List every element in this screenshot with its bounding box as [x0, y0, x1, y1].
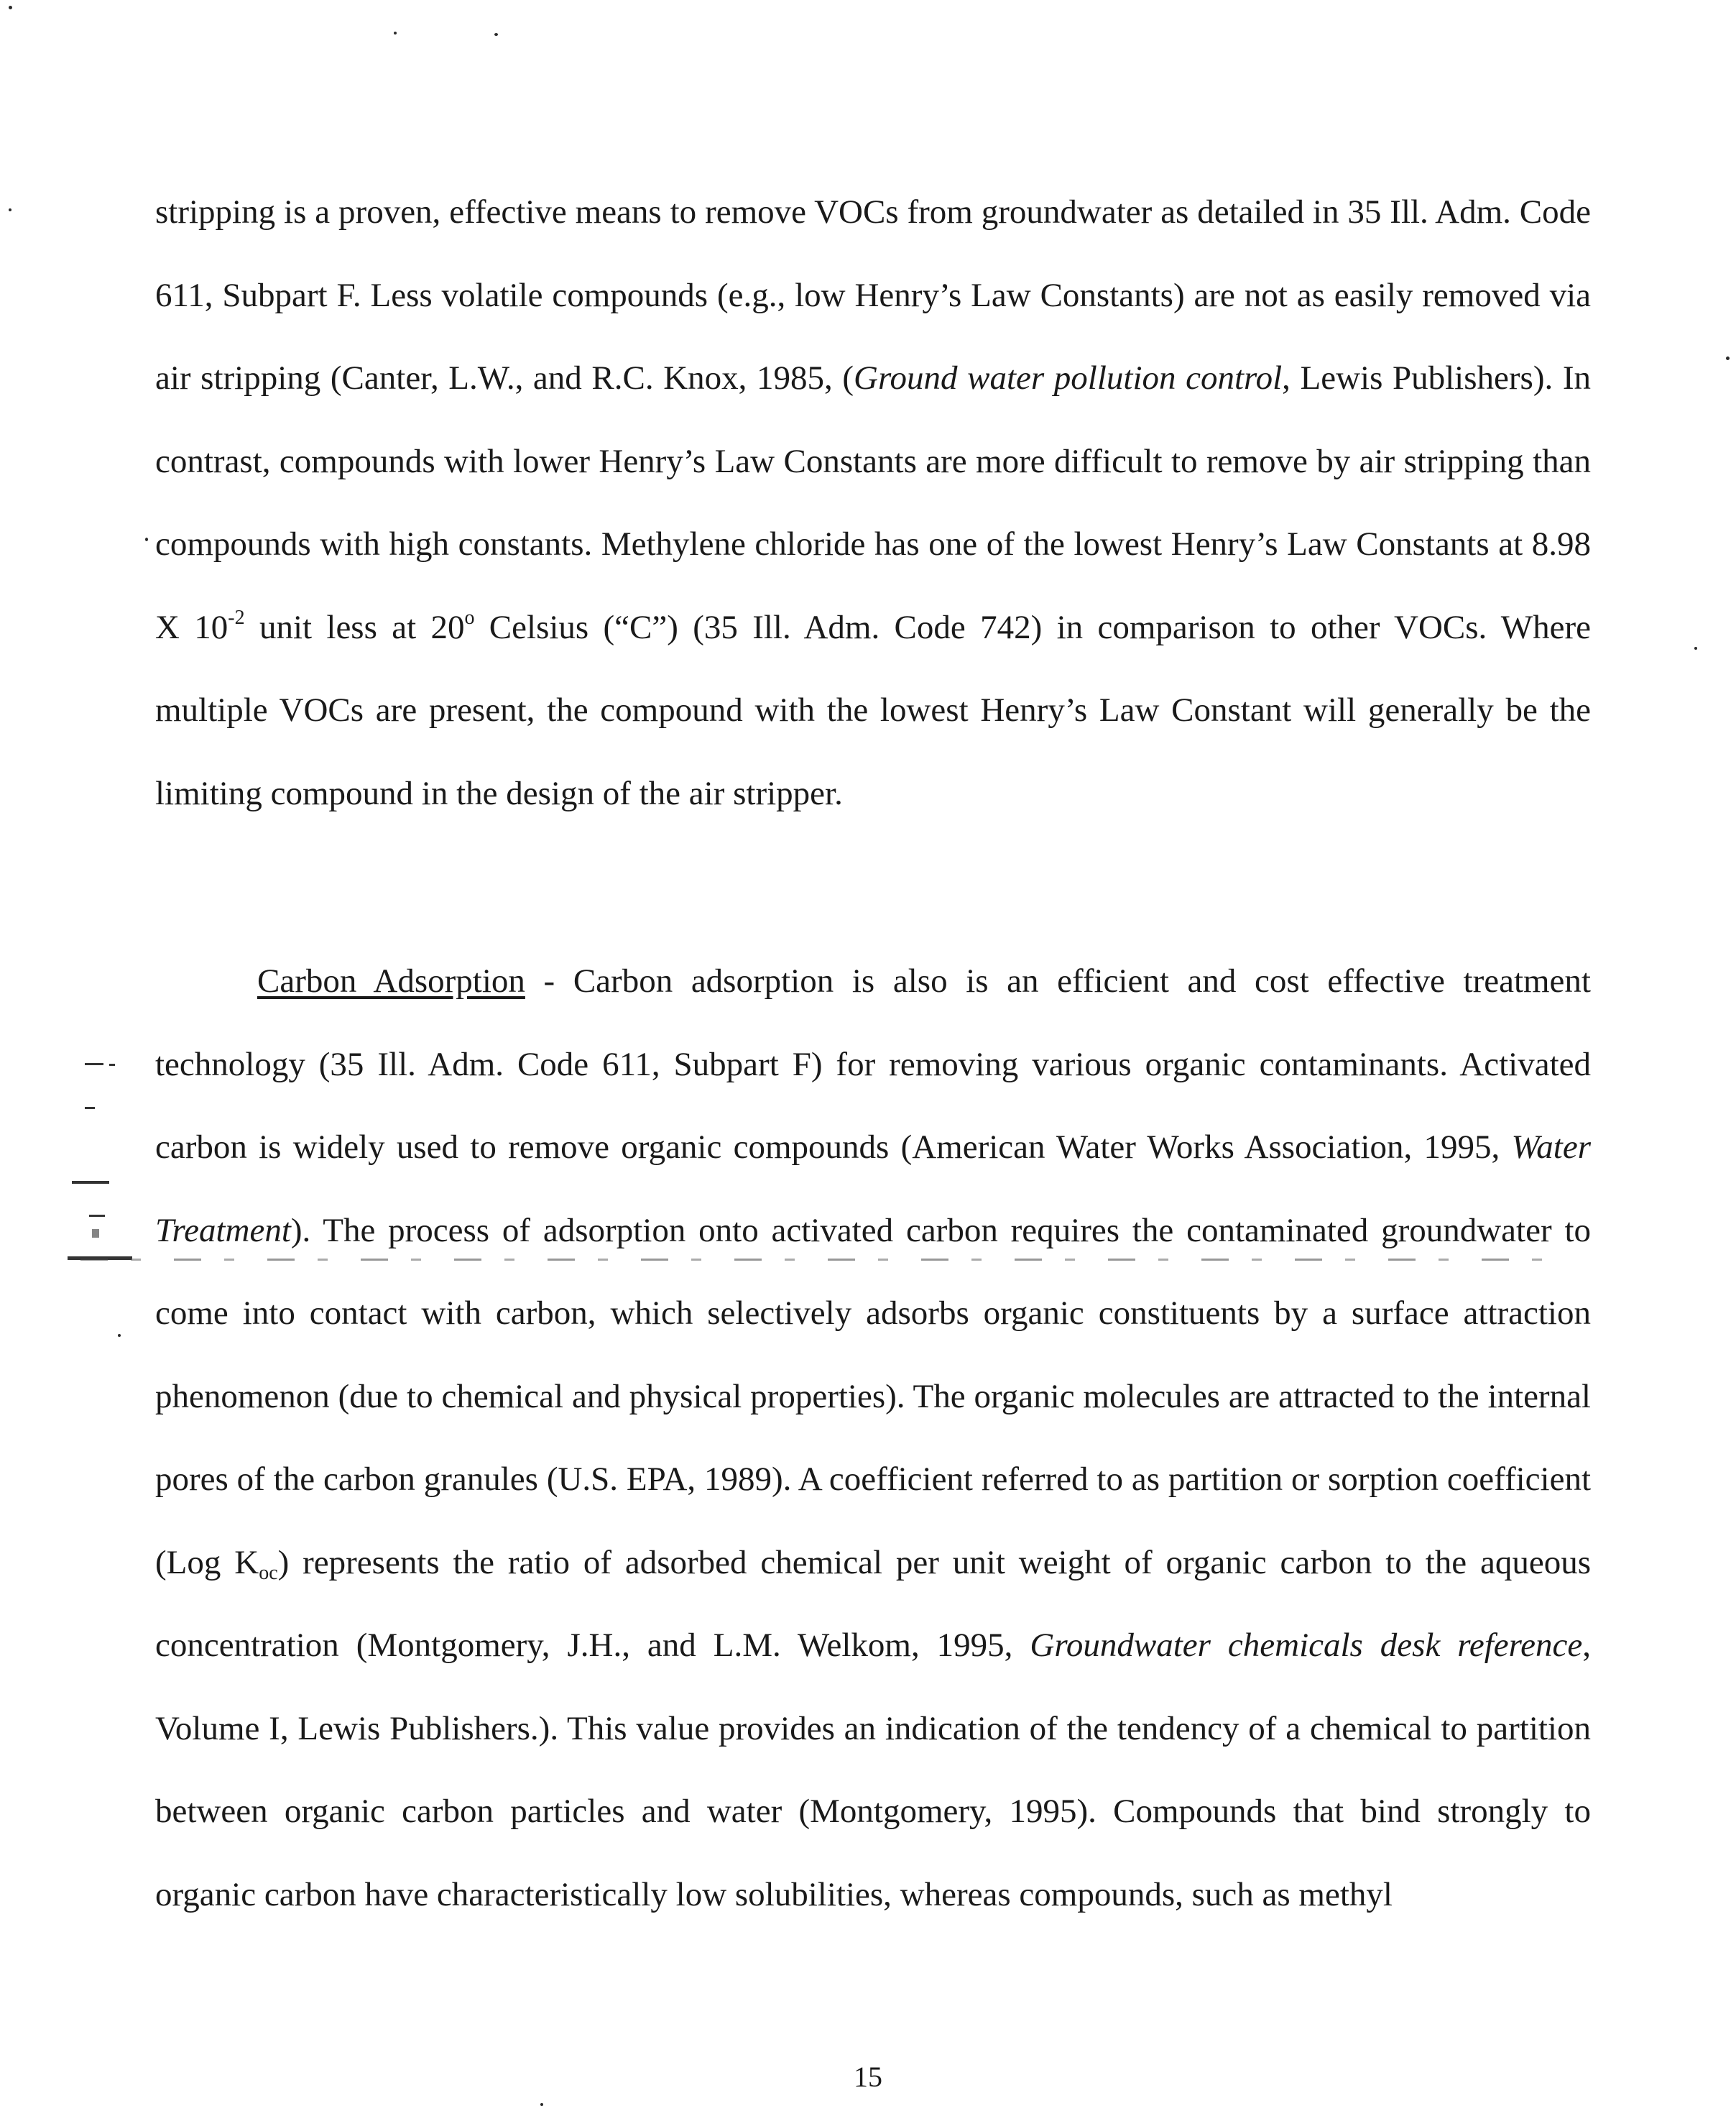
paragraph-air-stripping — [155, 171, 1591, 835]
paragraph-1-exponent: -2 — [228, 606, 245, 629]
paragraph-1-italic-title: Ground water pollution control — [854, 359, 1283, 397]
paragraph-2-italic-2: Groundwater chemicals desk reference — [1030, 1627, 1583, 1664]
section-heading-carbon-adsorption: Carbon Adsorption — [257, 962, 525, 1000]
scan-speck — [394, 32, 397, 34]
paragraph-carbon-adsorption — [155, 940, 1591, 1936]
scan-speck — [1726, 356, 1730, 360]
paragraph-1-degree: o — [464, 606, 475, 629]
margin-mark — [72, 1181, 109, 1184]
paragraph-2-italic-1: Water Treatment — [155, 1128, 1591, 1249]
paragraph-1-text-d: Celsius (“C”) (35 Ill. Adm. Code 742) in comparison to other VOCs. Where multiple VOCs are present, the compound with the lowest Henry’s Law Constant will generally be the limiting compound in the design of the air stripper. — [155, 608, 1591, 812]
paragraph-2-text-a: - Carbon adsorption is also is an efficient and cost effective treatment technology (35 Ill. Adm. Code 611, Subpart F) for removing various organic contaminants. Activated carbon is widely used to remove organic compounds (American Water Works Association, 1995, — [155, 962, 1591, 1166]
paragraph-1-text-a: stripping is a proven, effective means to remove VOCs from groundwater as detailed in 35 Ill. Adm. Code 611, Subpart F. Less volatile compounds (e.g., low Henry’s Law Constants) are not as easily removed via air stripping (Canter, L.W., and R.C. Knox, 1985, ( — [155, 193, 1591, 397]
margin-mark — [92, 1229, 99, 1238]
paragraph-2-subscript: oc — [259, 1561, 278, 1584]
scan-speck — [540, 2103, 543, 2106]
scan-speck — [145, 538, 148, 541]
margin-mark — [85, 1063, 103, 1065]
scan-speck — [9, 6, 12, 9]
paragraph-2-text-b: ). The process of adsorption onto activated carbon requires the contaminated groundwater to come into contact with carbon, which selectively adsorbs organic constituents by a surface attraction phenomenon (due to chemical and physical properties). The organic molecules are attracted to the internal pores of the carbon granules (U.S. EPA, 1989). A coefficient referred to as partition or sorption coefficient (Log K — [155, 1211, 1591, 1581]
scan-speck — [1694, 647, 1697, 650]
scan-speck — [9, 208, 11, 211]
page-number: 15 — [854, 2061, 882, 2093]
paragraph-2-text-d: , Volume I, Lewis Publishers.). This value provides an indication of the tendency of a chemical to partition between organic carbon particles and water (Montgomery, 1995). Compounds that bind strongly to organic carbon have characteristically low solubilities, whereas compounds, such as methyl — [155, 1627, 1591, 1913]
paragraph-2-text-c: ) represents the ratio of adsorbed chemical per unit weight of organic carbon to the aqueous concentration (Montgomery, J.H., and L.M. Welkom, 1995, — [155, 1543, 1591, 1664]
margin-mark — [85, 1107, 95, 1109]
paragraph-1-text-b: , Lewis Publishers). In contrast, compounds with lower Henry’s Law Constants are more difficult to remove by air stripping than compounds with high constants. Methylene chloride has one of the lowest Henry’s Law Constants at 8.98 X 10 — [155, 359, 1591, 646]
scan-speck — [494, 33, 498, 36]
margin-mark — [109, 1064, 115, 1066]
margin-mark — [89, 1215, 105, 1217]
paragraph-1-text-c: unit less at 20 — [244, 608, 465, 646]
scan-speck — [118, 1334, 121, 1337]
